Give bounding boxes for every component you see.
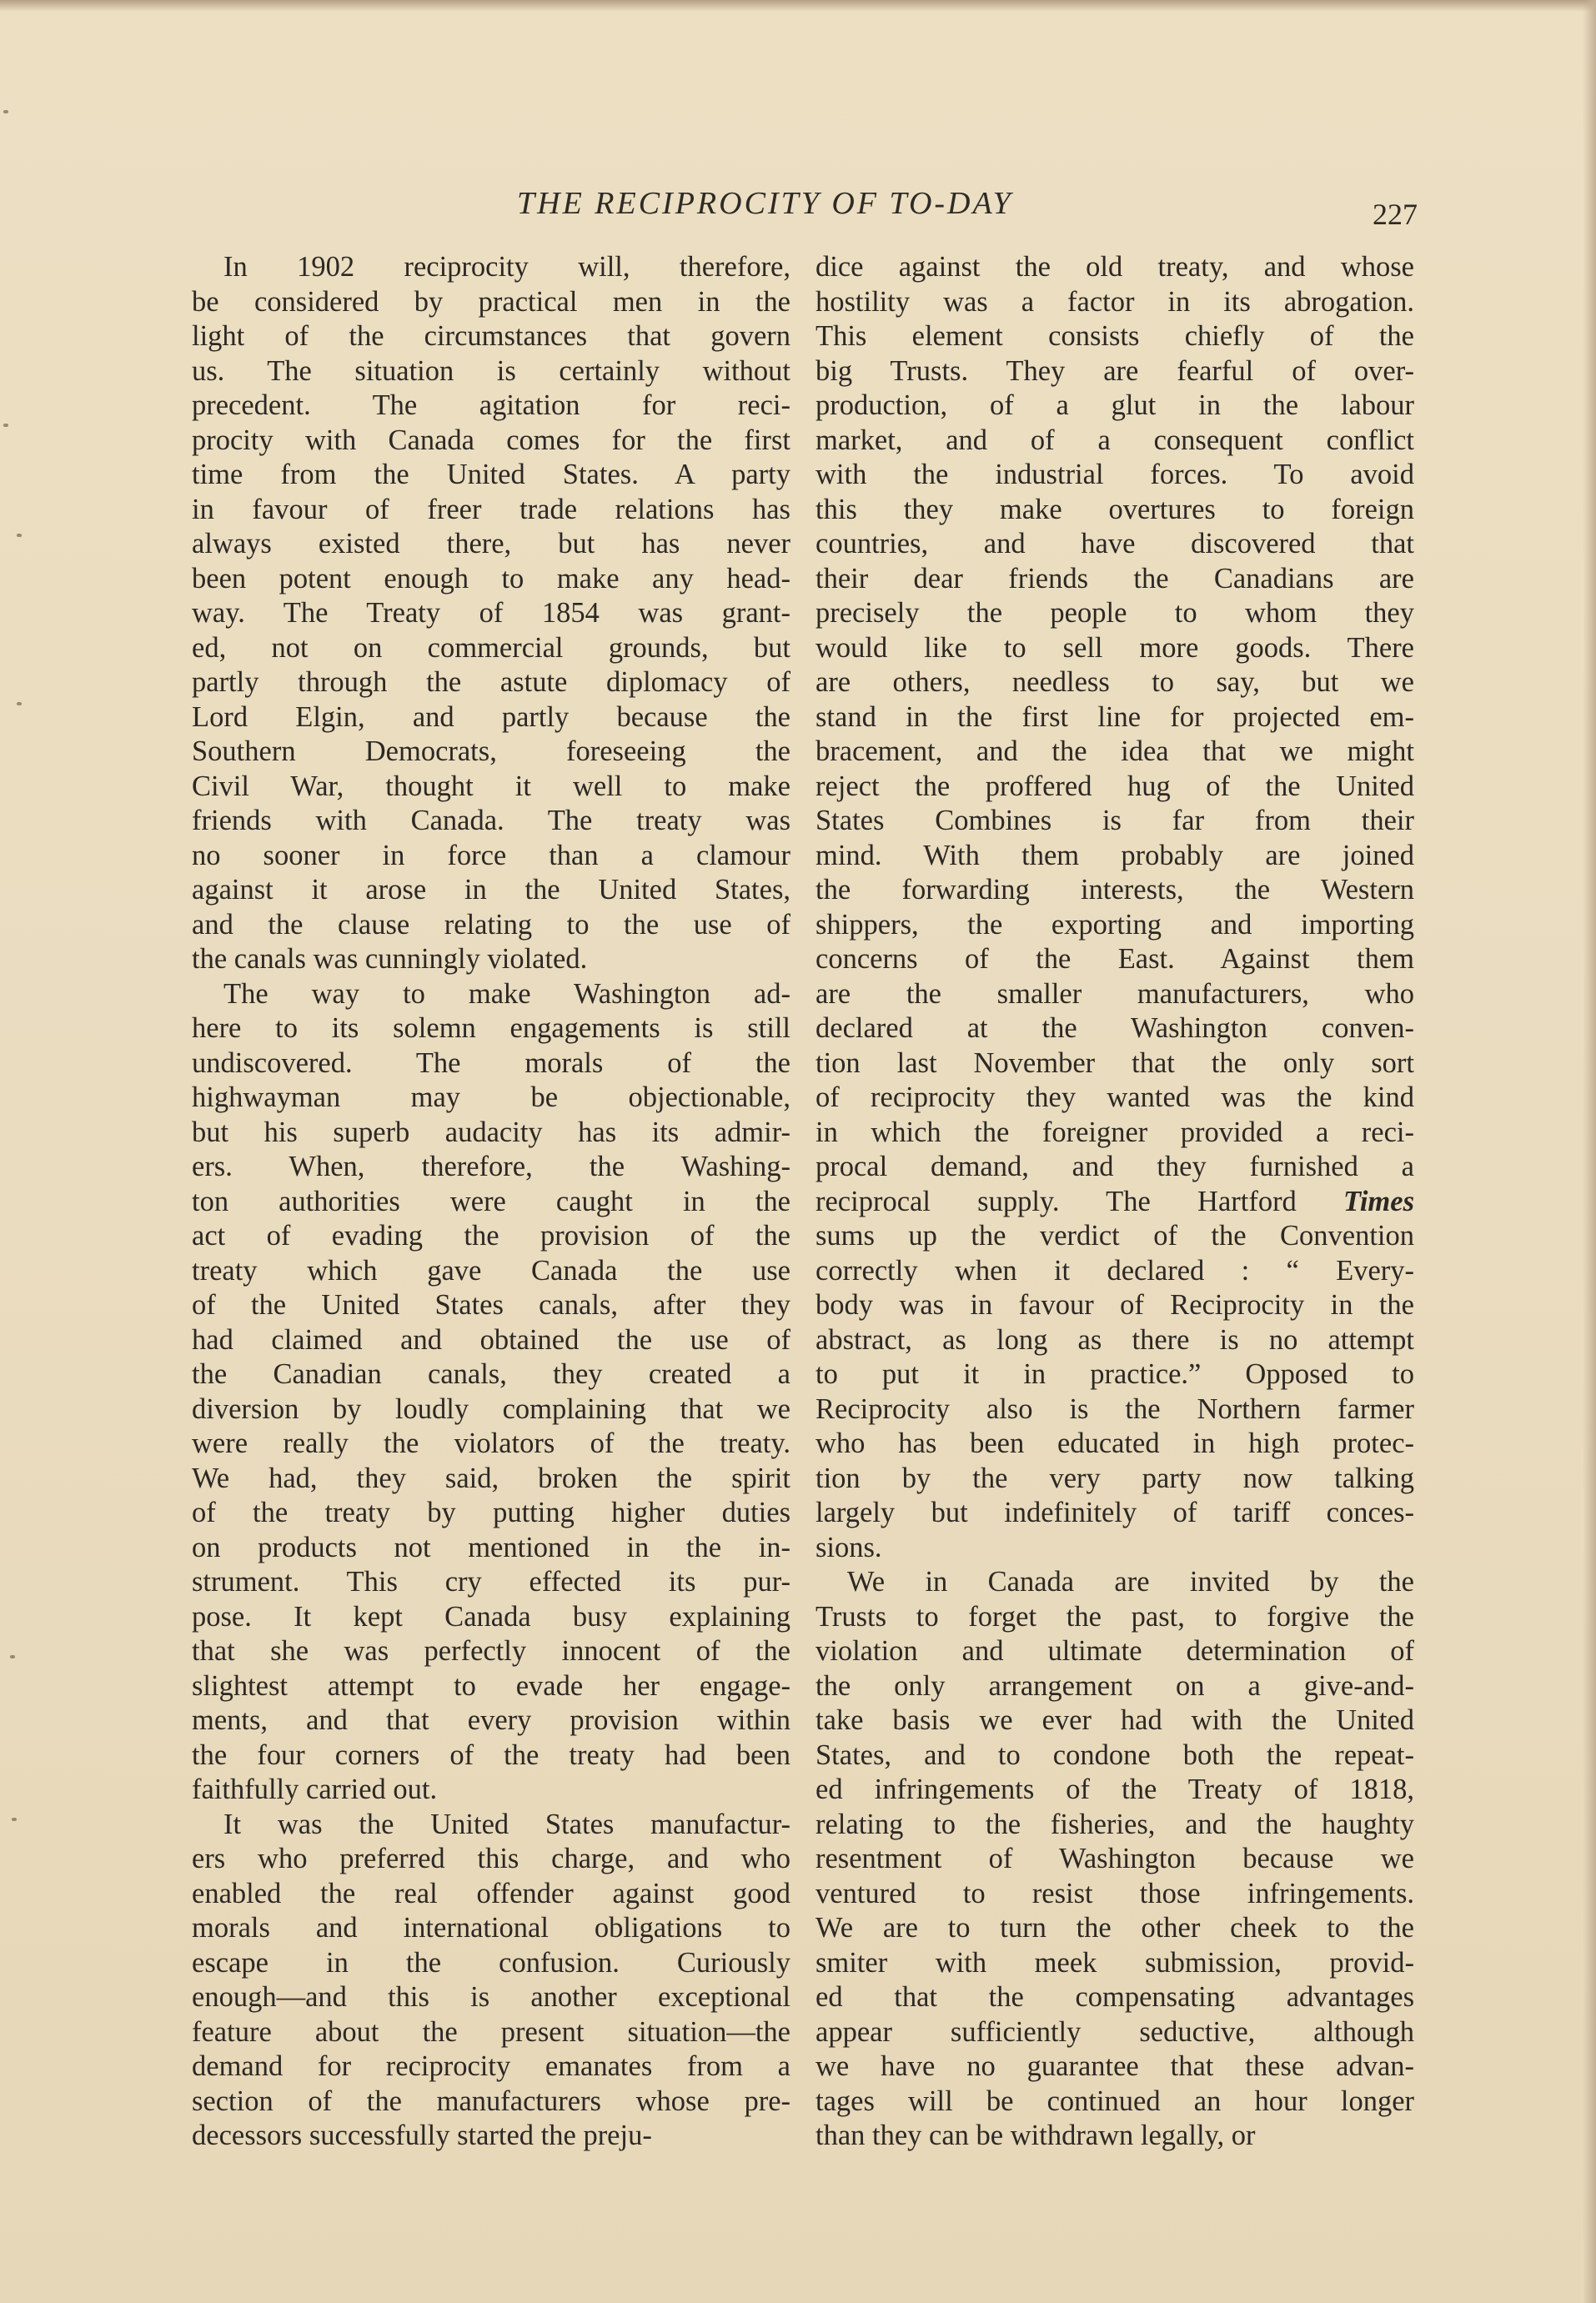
text-line: body was in favour of Reciprocity in the: [816, 1289, 1414, 1321]
text-line: faithfully carried out.: [192, 1774, 438, 1805]
text-line: had claimed and obtained the use of: [192, 1323, 790, 1356]
text-line: this they make overtures to foreign: [816, 493, 1414, 525]
right-text-column: [816, 250, 1414, 2154]
paragraph: [816, 1565, 1414, 2154]
margin-speck: [12, 1818, 17, 1821]
text-line: the Canadian canals, they created a: [192, 1358, 790, 1390]
text-line: take basis we ever had with the United: [816, 1704, 1414, 1736]
text-line: abstract, as long as there is no attempt: [816, 1323, 1414, 1356]
text-line: Southern Democrats, foreseeing the: [192, 735, 790, 767]
text-line: pose. It kept Canada busy explaining: [192, 1600, 790, 1633]
text-line: to put it in practice.” Opposed to: [816, 1358, 1414, 1390]
text-line: morals and international obligations to: [192, 1912, 790, 1944]
running-title: THE RECIPROCITY OF TO-DAY: [517, 186, 1013, 221]
text-line: ed infringements of the Treaty of 1818,: [816, 1774, 1414, 1805]
paragraph: [816, 250, 1414, 1565]
margin-speck: [3, 110, 8, 113]
text-line: market, and of a consequent conflict: [816, 424, 1414, 456]
text-line: light of the circumstances that govern: [192, 320, 790, 352]
left-text-column: [192, 250, 790, 2154]
text-line: of the United States canals, after they: [192, 1289, 790, 1321]
text-line: tion by the very party now talking: [816, 1462, 1414, 1494]
text-line: would like to sell more goods. There: [816, 631, 1414, 664]
text-line: of the treaty by putting higher duties: [192, 1497, 790, 1528]
text-line: ers. When, therefore, the Washing-: [192, 1151, 790, 1182]
text-line: diversion by loudly complaining that we: [192, 1392, 790, 1425]
text-line: been potent enough to make any head-: [192, 562, 790, 595]
text-line: with the industrial forces. To avoid: [816, 459, 1414, 490]
text-line: than they can be withdrawn legally, or: [816, 2120, 1256, 2151]
text-line: In 1902 reciprocity will, therefore,: [223, 251, 790, 283]
paragraph: [192, 977, 790, 1808]
text-line: time from the United States. A party: [192, 459, 790, 490]
text-line: here to its solemn engagements is still: [192, 1012, 790, 1044]
paragraph: [192, 1808, 790, 2154]
text-line: appear sufficiently seductive, although: [816, 2015, 1414, 2048]
text-line: big Trusts. They are fearful of over-: [816, 354, 1414, 387]
text-line: hostility was a factor in its abrogation.: [816, 285, 1414, 318]
text-line: the only arrangement on a give-and-: [816, 1669, 1414, 1702]
text-line: precedent. The agitation for reci-: [192, 389, 790, 421]
text-line: be considered by practical men in the: [192, 285, 790, 318]
text-line: sums up the verdict of the Convention: [816, 1220, 1414, 1252]
text-line: We are to turn the other cheek to the: [816, 1912, 1414, 1944]
text-line: procal demand, and they furnished a: [816, 1151, 1414, 1182]
text-line: decessors successfully started the preju-: [192, 2120, 652, 2151]
text-line: ments, and that every provision within: [192, 1704, 790, 1736]
text-line: sions.: [816, 1531, 882, 1563]
text-line: dice against the old treaty, and whose: [816, 251, 1414, 283]
text-line: partly through the astute diplomacy of: [192, 666, 790, 698]
text-line: We had, they said, broken the spirit: [192, 1462, 790, 1494]
text-line: undiscovered. The morals of the: [192, 1046, 790, 1079]
text-line: Trusts to forget the past, to forgive the: [816, 1600, 1414, 1633]
text-line: stand in the first line for projected em-: [816, 700, 1414, 733]
text-line: bracement, and the idea that we might: [816, 735, 1414, 767]
text-line: and the clause relating to the use of: [192, 908, 790, 941]
text-line: the four corners of the treaty had been: [192, 1739, 790, 1771]
text-line: It was the United States manufactur-: [223, 1808, 790, 1840]
text-line: smiter with meek submission, provid-: [816, 1946, 1414, 1979]
text-line: are others, needless to say, but we: [816, 666, 1414, 698]
text-line: are the smaller manufacturers, who: [816, 977, 1414, 1010]
text-line: who has been educated in high protec-: [816, 1427, 1414, 1459]
text-line: enough—and this is another exceptional: [192, 1981, 790, 2013]
text-line: shippers, the exporting and importing: [816, 908, 1414, 941]
text-line: Civil War, thought it well to make: [192, 770, 790, 802]
text-line: way. The Treaty of 1854 was grant-: [192, 597, 790, 629]
text-line: strument. This cry effected its pur-: [192, 1566, 790, 1598]
text-line: demand for reciprocity emanates from a: [192, 2050, 790, 2082]
text-line: declared at the Washington conven-: [816, 1012, 1414, 1044]
text-line: but his superb audacity has its admir-: [192, 1116, 790, 1148]
text-line: slightest attempt to evade her engage-: [192, 1669, 790, 1702]
text-line: Reciprocity also is the Northern farmer: [816, 1392, 1414, 1425]
text-line: act of evading the provision of the: [192, 1220, 790, 1252]
text-line: precisely the people to whom they: [816, 597, 1414, 629]
text-line: ed that the compensating advantages: [816, 1981, 1414, 2013]
page-right-edge: [1583, 0, 1596, 2303]
text-line: ed, not on commercial grounds, but: [192, 631, 790, 664]
text-line: concerns of the East. Against them: [816, 943, 1414, 975]
text-line: us. The situation is certainly without: [192, 354, 790, 387]
paragraph: [192, 250, 790, 977]
text-line: always existed there, but has never: [192, 528, 790, 559]
text-line: of reciprocity they wanted was the kind: [816, 1081, 1414, 1113]
text-line: section of the manufacturers whose pre-: [192, 2085, 790, 2117]
text-line: relating to the fisheries, and the haughty: [816, 1808, 1414, 1840]
text-line: violation and ultimate determination of: [816, 1635, 1414, 1667]
text-line: the canals was cunningly violated.: [192, 943, 588, 975]
text-line: treaty which gave Canada the use: [192, 1254, 790, 1287]
margin-speck: [17, 534, 22, 537]
text-line: that she was perfectly innocent of the: [192, 1635, 790, 1667]
text-line: The way to make Washington ad-: [223, 977, 790, 1010]
text-line: against it arose in the United States,: [192, 874, 790, 906]
text-line: the forwarding interests, the Western: [816, 874, 1414, 906]
margin-speck: [3, 424, 8, 427]
text-line: production, of a glut in the labour: [816, 389, 1414, 421]
text-line: reciprocal supply. The Hartford Times: [816, 1185, 1414, 1217]
text-line: tion last November that the only sort: [816, 1046, 1414, 1079]
text-line: resentment of Washington because we: [816, 1843, 1414, 1874]
text-line: ventured to resist those infringements.: [816, 1877, 1414, 1909]
text-line: procity with Canada comes for the first: [192, 424, 790, 456]
text-line: we have no guarantee that these advan-: [816, 2050, 1414, 2082]
text-line: in favour of freer trade relations has: [192, 493, 790, 525]
text-line: ton authorities were caught in the: [192, 1185, 790, 1217]
text-line: countries, and have discovered that: [816, 528, 1414, 559]
text-line: highwayman may be objectionable,: [192, 1081, 790, 1113]
text-line: ers who preferred this charge, and who: [192, 1843, 790, 1874]
text-line: friends with Canada. The treaty was: [192, 805, 790, 836]
text-line: escape in the confusion. Curiously: [192, 1946, 790, 1979]
text-line: in which the foreigner provided a reci-: [816, 1116, 1414, 1148]
text-line: We in Canada are invited by the: [847, 1566, 1414, 1598]
text-line: reject the proffered hug of the United: [816, 770, 1414, 802]
text-line: on products not mentioned in the in-: [192, 1531, 790, 1563]
text-line: States Combines is far from their: [816, 805, 1414, 836]
text-line: This element consists chiefly of the: [816, 320, 1414, 352]
text-line: enabled the real offender against good: [192, 1877, 790, 1909]
margin-speck: [17, 702, 22, 705]
text-line: were really the violators of the treaty.: [192, 1427, 790, 1459]
text-line: their dear friends the Canadians are: [816, 562, 1414, 595]
page-number: 227: [1373, 198, 1418, 231]
text-line: tages will be continued an hour longer: [816, 2085, 1414, 2117]
text-line: States, and to condone both the repeat-: [816, 1739, 1414, 1771]
text-line: feature about the present situation—the: [192, 2015, 790, 2048]
margin-speck: [10, 1655, 15, 1658]
text-line: correctly when it declared : “ Every-: [816, 1254, 1414, 1287]
text-line: Lord Elgin, and partly because the: [192, 700, 790, 733]
page-top-edge: [0, 0, 1596, 12]
text-line: no sooner in force than a clamour: [192, 839, 790, 871]
text-line: mind. With them probably are joined: [816, 839, 1414, 871]
text-line: largely but indefinitely of tariff conces-: [816, 1497, 1414, 1528]
